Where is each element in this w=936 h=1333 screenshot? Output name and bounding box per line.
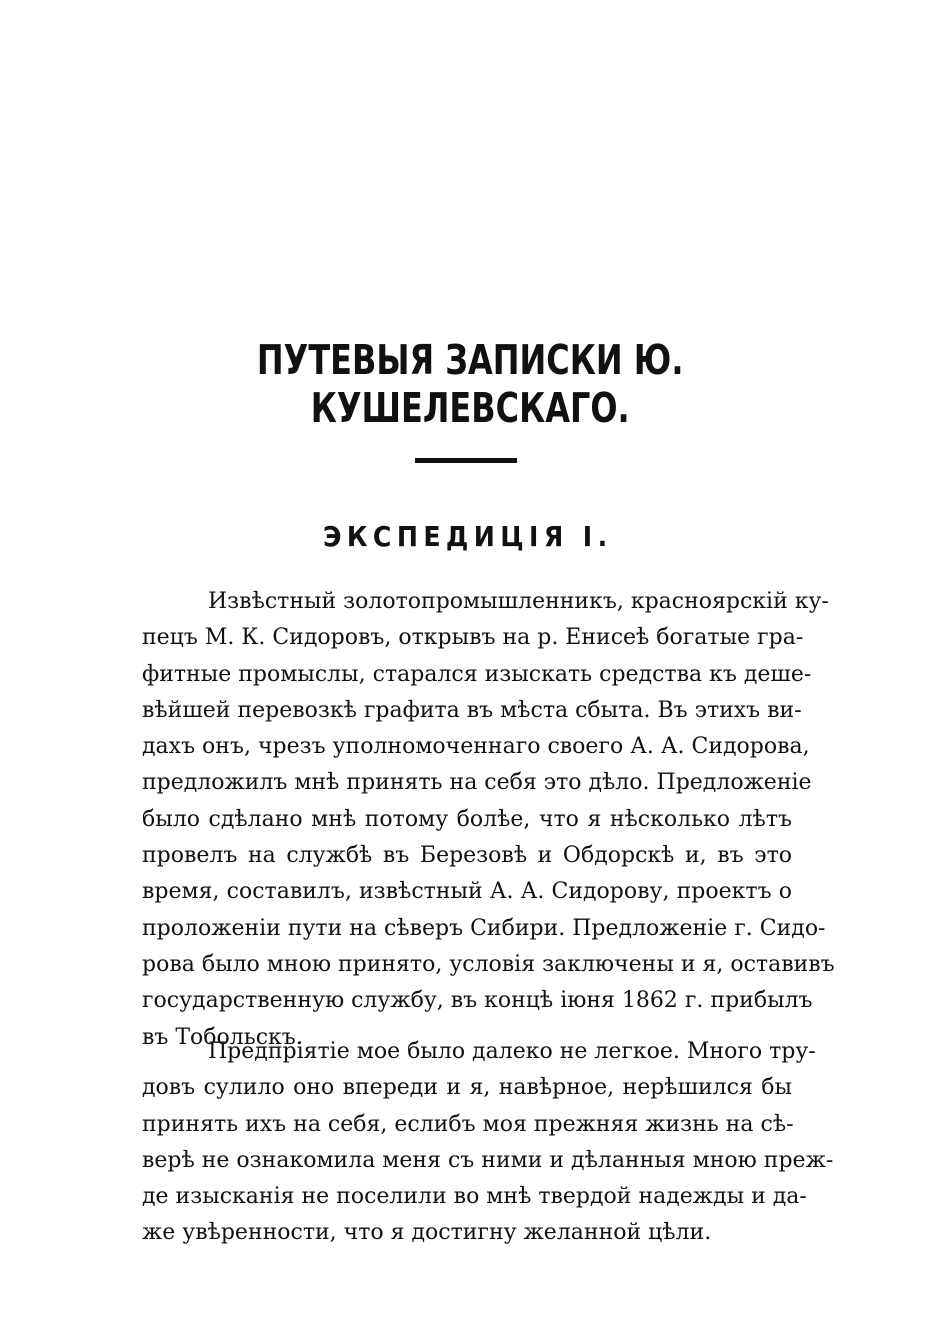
text-line: рова было мною принято, условія заключены и я, оставивъ (142, 951, 835, 977)
text-line: время, составилъ, извѣстный А. А. Сидорову, проектъ о (142, 879, 792, 905)
text-line: же увѣренности, что я достигну желанной цѣли. (142, 1220, 712, 1246)
paragraph-1 (142, 584, 835, 1056)
text-line: предложилъ мнѣ принять на себя это дѣло. Предложеніе (142, 770, 812, 796)
text-line: государственную службу, въ концѣ іюня 1862 г. прибылъ (142, 988, 813, 1014)
text-line: пецъ М. К. Сидоровъ, открывъ на р. Енисеѣ богатые гра- (142, 625, 804, 651)
text-line: въ Тобольскъ. (142, 1024, 303, 1050)
text-line: фитные промыслы, старался изыскать средства къ деше- (142, 661, 812, 687)
paragraph-2 (142, 1034, 834, 1252)
chapter-title: ПУТЕВЫЯ ЗАПИСКИ Ю. КУШЕЛЕВСКАГО. (256, 336, 684, 432)
section-heading: ЭКСПЕДИЦІЯ I. (323, 520, 613, 553)
text-line: верѣ не ознакомила меня съ ними и дѣланныя мною преж- (142, 1147, 834, 1173)
text-line: де изысканія не поселили во мнѣ твердой надежды и да- (142, 1184, 807, 1210)
text-line: вѣйшей перевозкѣ графита въ мѣста сбыта. Въ этихъ ви- (142, 697, 802, 723)
text-line: Предпріятіе мое было далеко не легкое. Много тру- (208, 1039, 816, 1064)
title-divider (415, 458, 517, 463)
text-line: Извѣстный золотопромышленникъ, красноярскій ку- (208, 589, 829, 614)
text-line: принять ихъ на себя, еслибъ моя прежняя жизнь на сѣ- (142, 1111, 794, 1137)
text-line: проложеніи пути на сѣверъ Сибири. Предложеніе г. Сидо- (142, 915, 826, 941)
text-line: довъ сулило оно впереди и я, навѣрное, нерѣшился бы (142, 1075, 792, 1101)
text-line: провелъ на службѣ въ Березовѣ и Обдорскѣ и, въ это (142, 843, 792, 869)
text-line: дахъ онъ, чрезъ уполномоченнаго своего А. А. Сидорова, (142, 734, 810, 760)
text-line: было сдѣлано мнѣ потому болѣе, что я нѣсколько лѣтъ (142, 806, 792, 832)
